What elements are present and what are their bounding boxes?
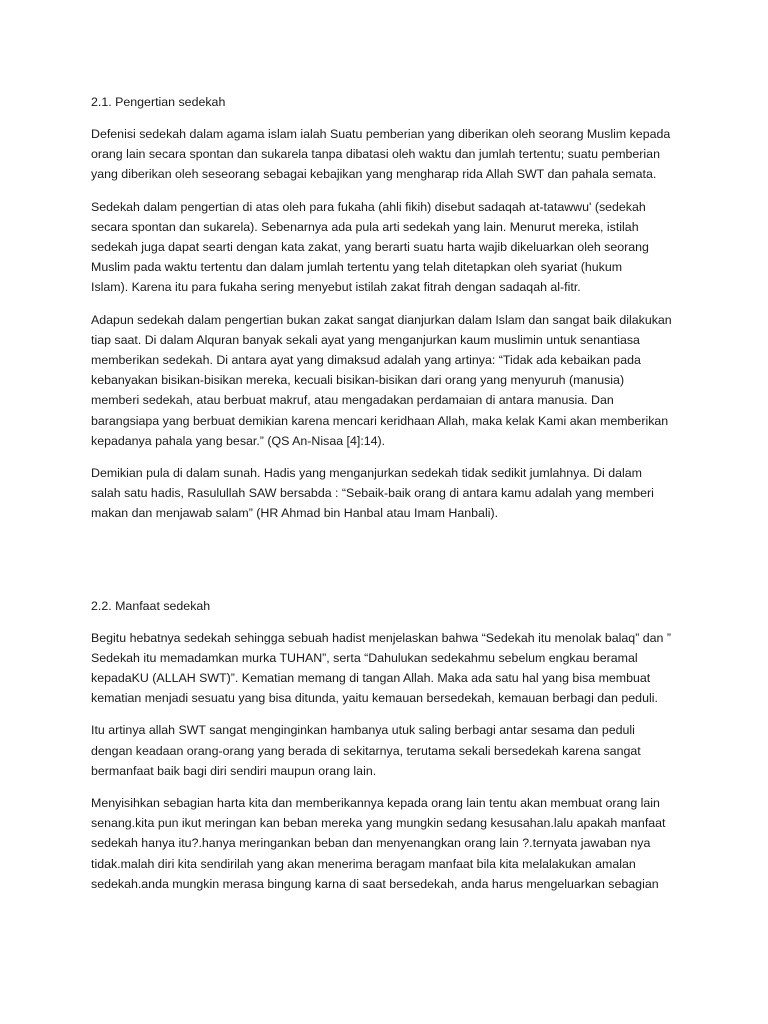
text-line: dengan keadaan orang-orang yang berada di sekitarnya, terutama sekali bersedekah karena sangat bbox=[91, 743, 641, 758]
text-line: Itu artinya allah SWT sangat menginginkan hambanya utuk saling berbagi antar sesama dan peduli bbox=[91, 723, 635, 738]
text-line: memberikan sedekah. Di antara ayat yang dimaksud adalah yang artinya: “Tidak ada kebaikan pada bbox=[91, 353, 641, 368]
text-line: kepadanya pahala yang besar.” (QS An-Nisaa [4]:14). bbox=[91, 433, 386, 448]
section-manfaat bbox=[91, 596, 680, 894]
text-line: Demikian pula di dalam sunah. Hadis yang menganjurkan sedekah tidak sedikit jumlahnya. Di dalam bbox=[91, 466, 642, 481]
paragraph bbox=[91, 720, 680, 781]
paragraph bbox=[91, 793, 680, 894]
text-line: kepadaKU (ALLAH SWT)”. Kematian memang di tangan Allah. Maka ada satu hal yang bisa membuat bbox=[91, 671, 651, 686]
paragraph bbox=[91, 463, 680, 524]
section-pengertian bbox=[91, 92, 680, 524]
text-line: kematian menjadi sesuatu yang bisa ditunda, yaitu kemauan bersedekah, kemauan berbagi dan peduli. bbox=[91, 691, 658, 706]
text-line: memberi sedekah, atau berbuat makruf, atau mengadakan perdamaian di antara manusia. Dan bbox=[91, 393, 614, 408]
text-line: Adapun sedekah dalam pengertian bukan zakat sangat dianjurkan dalam Islam dan sangat baik dilakukan bbox=[91, 312, 672, 327]
text-line: makan dan menjawab salam” (HR Ahmad bin Hanbal atau Imam Hanbali). bbox=[91, 506, 499, 521]
text-line: bermanfaat baik bagi diri sendiri maupun orang lain. bbox=[91, 763, 377, 778]
text-line: senang.kita pun ikut meringan kan beban mereka yang mungkin sedang kesusahan.lalu apakah manfaat bbox=[91, 816, 666, 831]
text-line: secara spontan dan sukarela). Sebenarnya ada pula arti sedekah yang lain. Menurut mereka, istilah bbox=[91, 219, 639, 234]
text-line: salah satu hadis, Rasulullah SAW bersabda : “Sebaik-baik orang di antara kamu adalah yang memberi bbox=[91, 486, 654, 501]
text-line: Menyisihkan sebagian harta kita dan memberikannya kepada orang lain tentu akan membuat orang lain bbox=[91, 796, 660, 811]
text-line: Begitu hebatnya sedekah sehingga sebuah hadist menjelaskan bahwa “Sedekah itu menolak balaq” dan ” bbox=[91, 630, 672, 645]
paragraph bbox=[91, 628, 680, 709]
text-line: sedekah juga dapat searti dengan kata zakat, yang berarti suatu harta wajib dikeluarkan oleh seorang bbox=[91, 240, 649, 255]
text-line: tiap saat. Di dalam Alquran banyak sekali ayat yang menganjurkan kaum muslimin untuk senantiasa bbox=[91, 332, 640, 347]
text-line: Defenisi sedekah dalam agama islam ialah Suatu pemberian yang diberikan oleh seorang Muslim kepada bbox=[91, 127, 671, 141]
text-line: orang lain secara spontan dan sukarela tanpa dibatasi oleh waktu dan jumlah tertentu; suatu pemberian bbox=[91, 147, 660, 162]
text-line: Islam). Karena itu para fukaha sering menyebut istilah zakat fitrah dengan sadaqah al-fitr. bbox=[91, 280, 581, 295]
section-heading: 2.1. Pengertian sedekah bbox=[91, 95, 226, 109]
text-line: sedekah hanya itu?.hanya meringankan beban dan menyenangkan orang lain ?.ternyata jawaban nya bbox=[91, 836, 651, 851]
text-line: sedekah.anda mungkin merasa bingung karna di saat bersedekah, anda harus mengeluarkan sebagian bbox=[91, 876, 659, 891]
text-line: Sedekah dalam pengertian di atas oleh para fukaha (ahli fikih) disebut sadaqah at-tatawwu' (sedekah bbox=[91, 199, 646, 214]
text-line: tidak.malah diri kita sendirilah yang akan menerima beragam manfaat bila kita melalakukan amalan bbox=[91, 856, 636, 871]
section-heading: 2.2. Manfaat sedekah bbox=[91, 598, 211, 613]
text-line: barangsiapa yang berbuat demikian karena mencari keridhaan Allah, maka kelak Kami akan memberikan bbox=[91, 413, 669, 428]
paragraph bbox=[91, 310, 680, 451]
section-spacer bbox=[91, 536, 680, 596]
text-line: Muslim pada waktu tertentu dan dalam jumlah tertentu yang telah ditetapkan oleh syariat (hukum bbox=[91, 260, 623, 275]
text-line: yang diberikan oleh seseorang sebagai kebajikan yang mengharap rida Allah SWT dan pahala semata. bbox=[91, 167, 657, 182]
paragraph bbox=[91, 197, 680, 298]
text-line: Sedekah itu memadamkan murka TUHAN”, serta “Dahulukan sedekahmu sebelum engkau beramal bbox=[91, 650, 638, 665]
text-line: kebanyakan bisikan-bisikan mereka, kecuali bisikan-bisikan dari orang yang menyuruh (manusia) bbox=[91, 373, 625, 388]
paragraph bbox=[91, 124, 680, 185]
